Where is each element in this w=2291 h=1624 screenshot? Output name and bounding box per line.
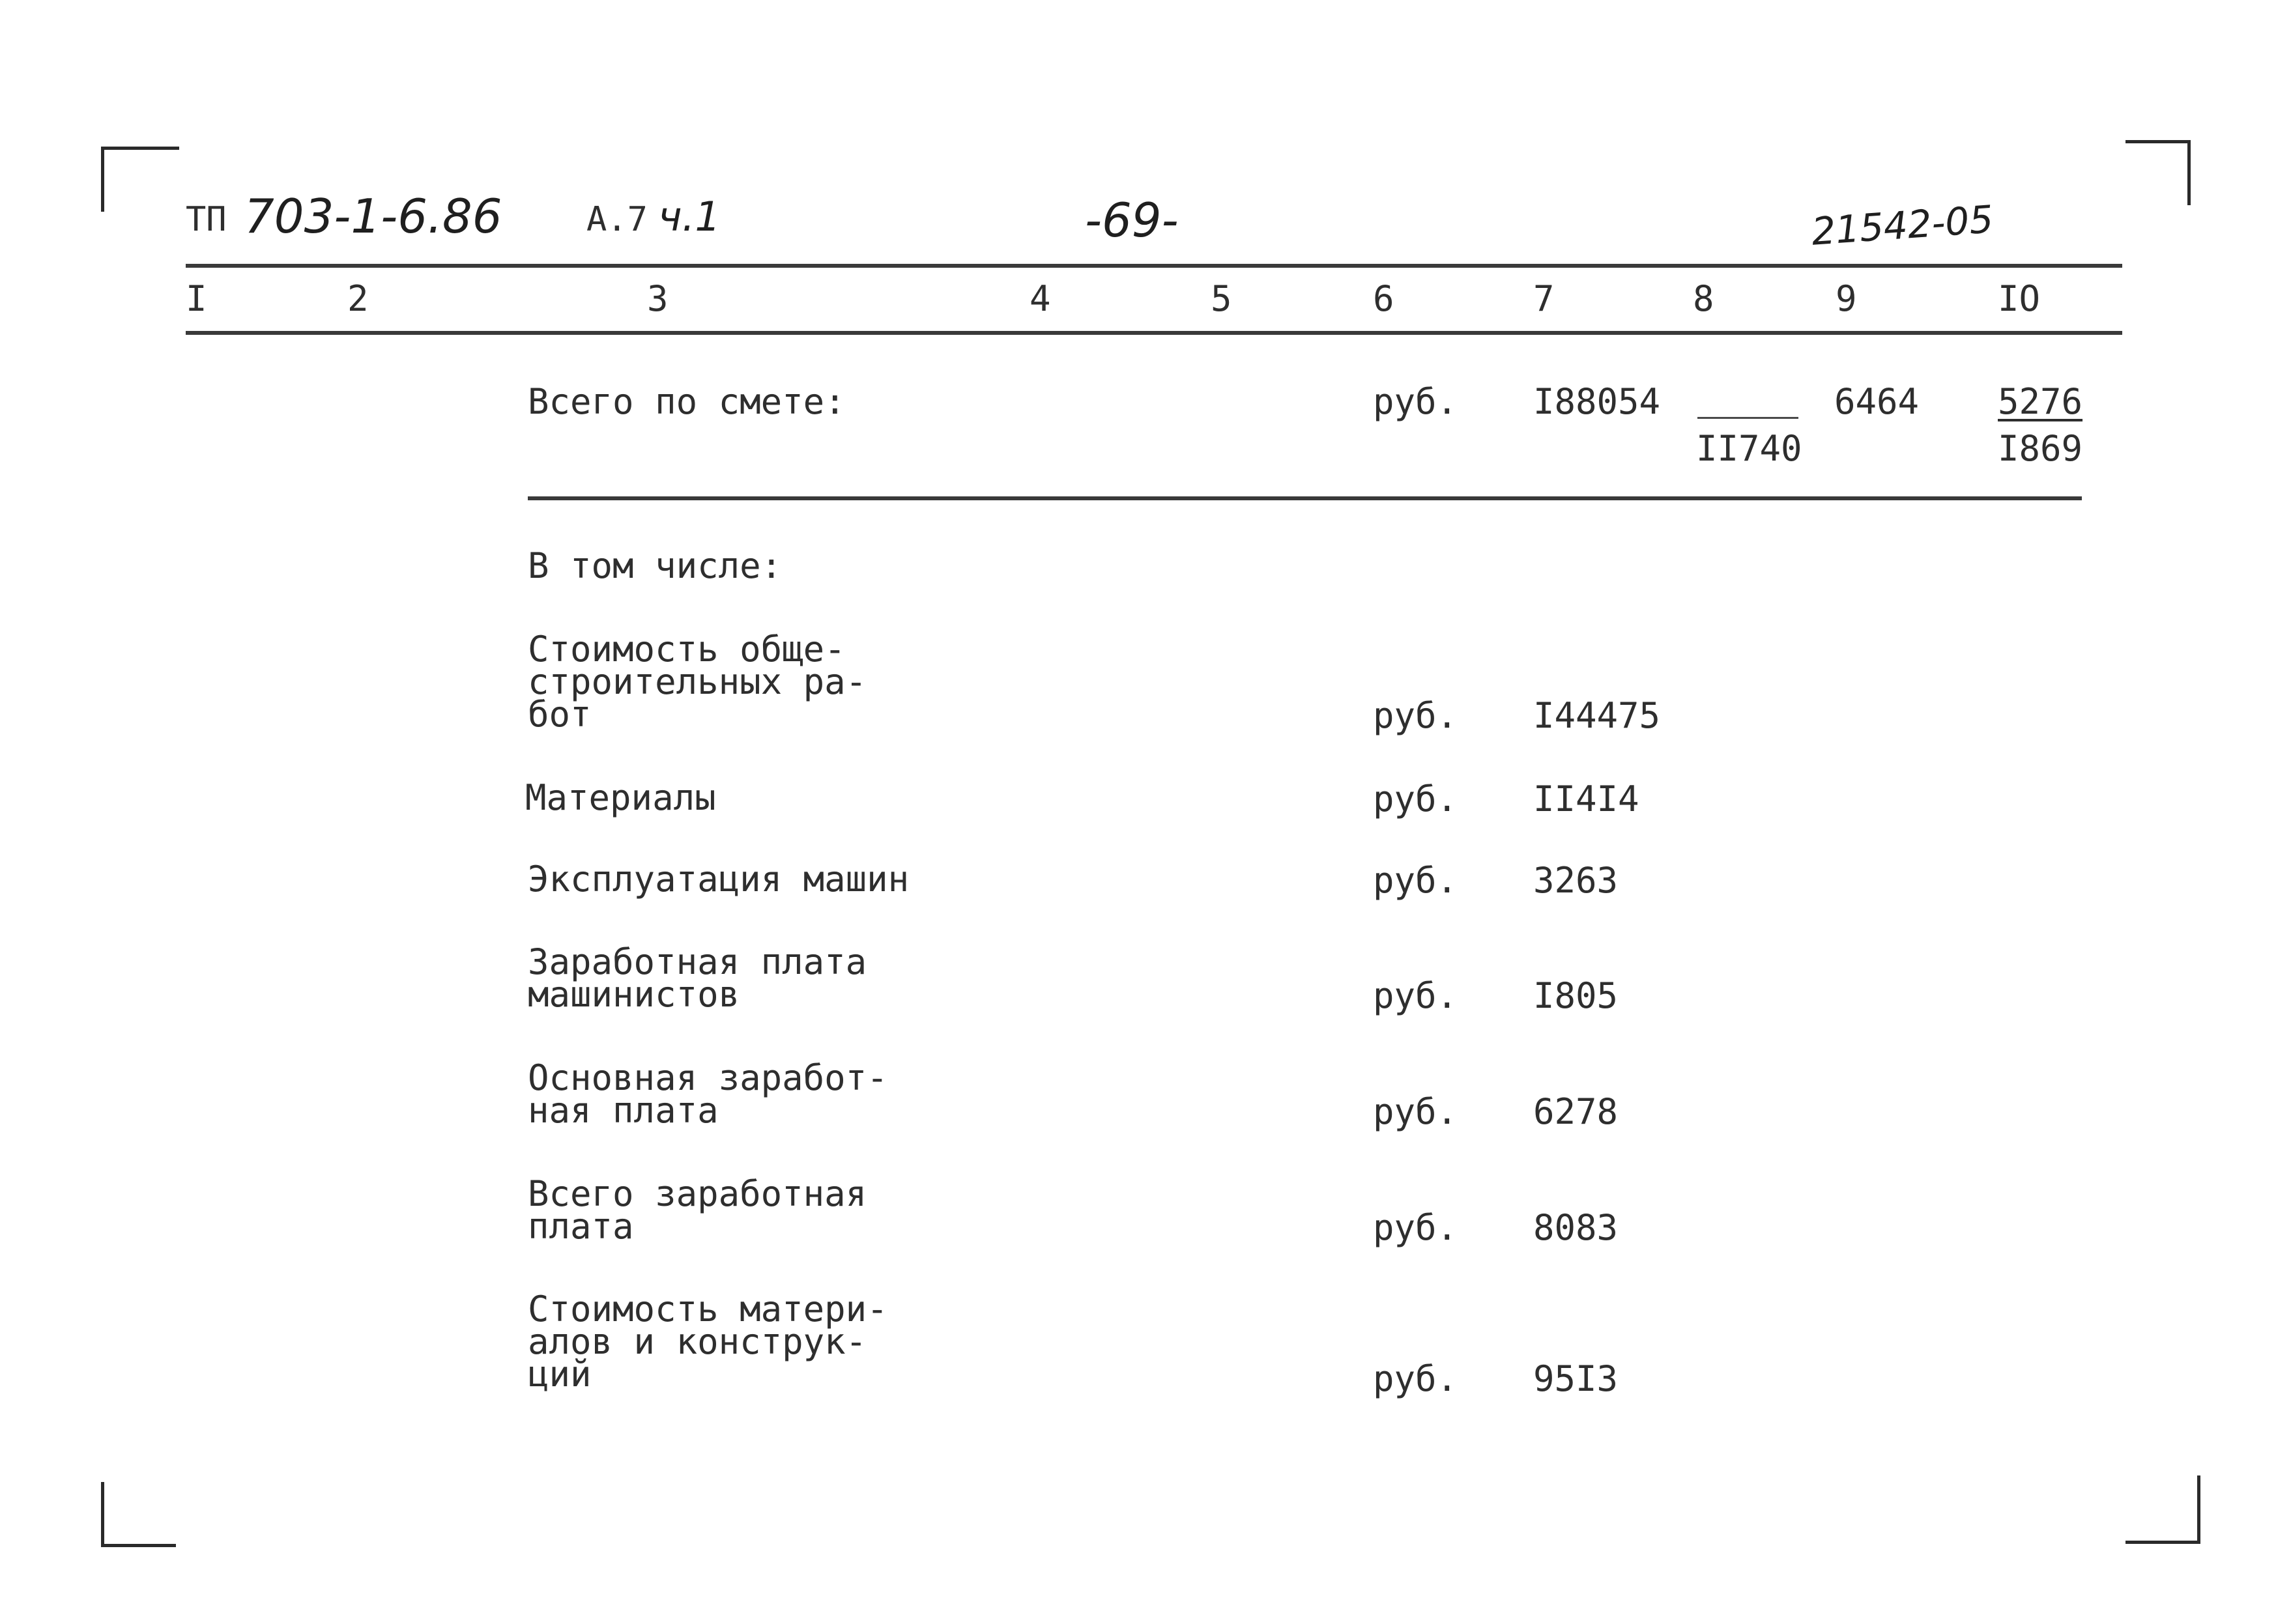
item-label: Эксплуатация машин xyxy=(528,859,910,900)
total-underline-rule xyxy=(528,496,2082,500)
item-value: 6278 xyxy=(1533,1091,1619,1132)
item-unit: руб. xyxy=(1373,778,1458,819)
total-col8: II740 xyxy=(1696,428,1802,469)
corner-mark-bottom-right xyxy=(2125,1475,2200,1544)
doc-prefix: ТП xyxy=(186,200,227,239)
column-number: 5 xyxy=(1211,278,1232,319)
total-label: Всего по смете: xyxy=(528,381,846,422)
subheading: В том числе: xyxy=(528,545,783,586)
item-value: I44475 xyxy=(1533,695,1661,736)
item-value: I805 xyxy=(1533,975,1619,1016)
column-number: 3 xyxy=(647,278,669,319)
item-unit: руб. xyxy=(1373,1091,1458,1132)
corner-mark-top-left xyxy=(101,147,179,212)
corner-mark-top-right xyxy=(2125,140,2191,205)
item-label: Всего заработная плата xyxy=(528,1173,867,1247)
total-col7: I88054 xyxy=(1533,381,1661,422)
column-number: 9 xyxy=(1836,278,1857,319)
total-unit: руб. xyxy=(1373,381,1458,422)
item-value: 3263 xyxy=(1533,860,1619,901)
column-number: I xyxy=(186,278,207,319)
album-prefix: А.7 xyxy=(586,200,648,239)
item-unit: руб. xyxy=(1373,695,1458,736)
header-rule-top xyxy=(186,264,2122,268)
item-unit: руб. xyxy=(1373,1207,1458,1248)
column-number: 7 xyxy=(1533,278,1555,319)
item-label: Основная заработ- ная плата xyxy=(528,1057,888,1131)
item-unit: руб. xyxy=(1373,860,1458,901)
header-rule-bottom xyxy=(186,331,2122,335)
page-number: -69- xyxy=(1085,193,1179,248)
total-col10-top: 5276 xyxy=(1998,381,2083,422)
item-label: Материалы xyxy=(525,777,716,818)
column-number: 4 xyxy=(1030,278,1051,319)
item-label: Стоимость обще- строительных ра- бот xyxy=(528,629,867,735)
item-label: Заработная плата машинистов xyxy=(528,941,867,1015)
item-unit: руб. xyxy=(1373,975,1458,1016)
item-value: 8083 xyxy=(1533,1207,1619,1248)
total-col9: 6464 xyxy=(1834,381,1920,422)
doc-number: 703-1-6.86 xyxy=(244,189,502,244)
corner-mark-bottom-left xyxy=(101,1482,176,1547)
column-number: IO xyxy=(1998,278,2041,319)
album-part: ч.1 xyxy=(658,193,721,240)
item-label: Стоимость матери- алов и конструк- ций xyxy=(528,1289,888,1395)
item-unit: руб. xyxy=(1373,1358,1458,1399)
sheet-code: 21542-05 xyxy=(1809,197,1995,254)
column-number: 8 xyxy=(1693,278,1714,319)
column-number: 2 xyxy=(347,278,369,319)
item-value: II4I4 xyxy=(1533,778,1639,819)
total-col10-bottom: I869 xyxy=(1998,428,2083,469)
item-value: 95I3 xyxy=(1533,1358,1619,1399)
total-col8-dash xyxy=(1697,417,1798,419)
column-number: 6 xyxy=(1373,278,1394,319)
